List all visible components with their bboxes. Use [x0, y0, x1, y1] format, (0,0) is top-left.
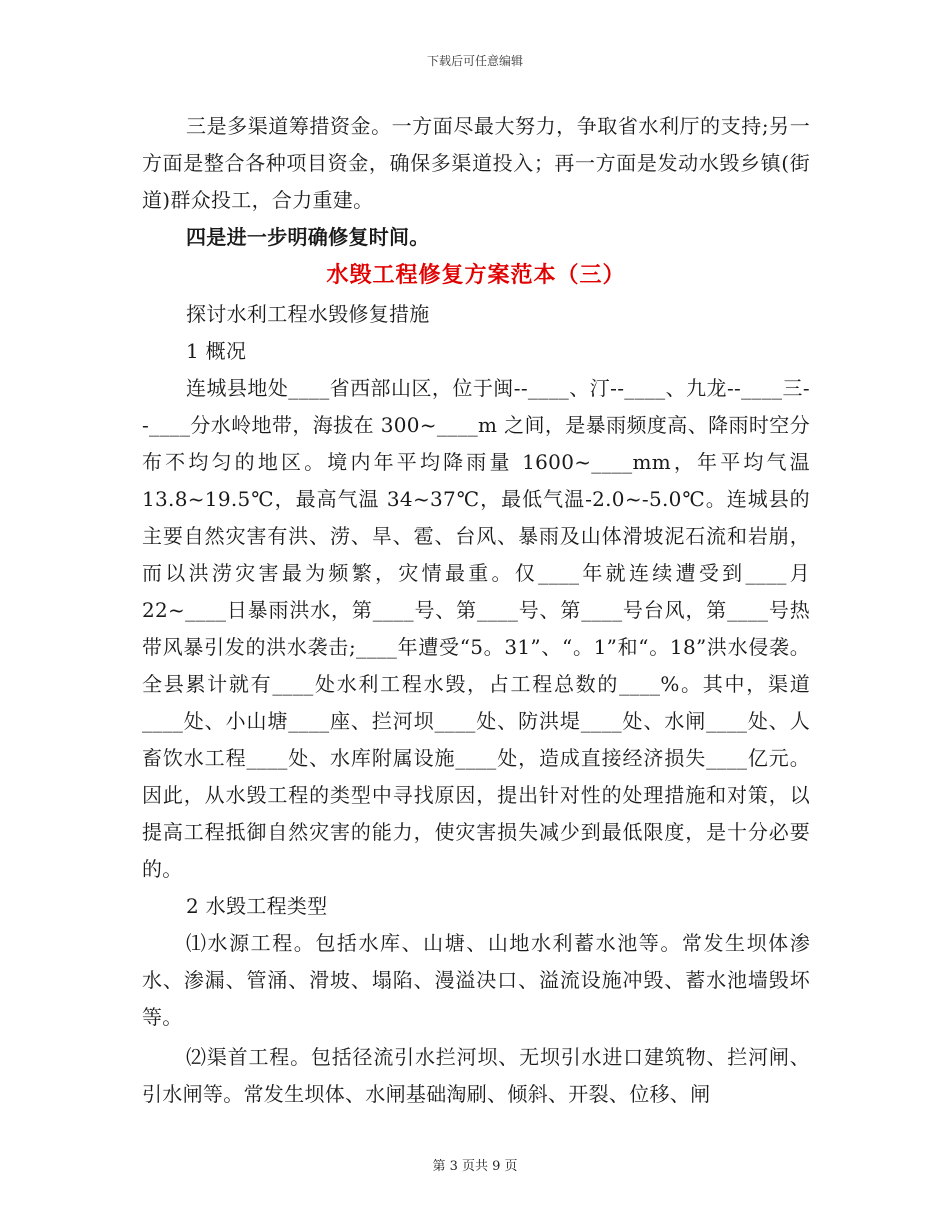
page-header: 下载后可任意编辑	[426, 54, 523, 68]
document-body	[142, 108, 810, 1113]
section-heading-overview: 1 概况	[186, 339, 247, 363]
list-item-headworks: ⑵渠首工程。包括径流引水拦河坝、无坝引水进口建筑物、拦河闸、引水闸等。常发生坝体、水闸基础淘刷、倾斜、开裂、位移、闸	[142, 1045, 810, 1106]
paragraph-repair-time: 四是进一步明确修复时间。	[186, 225, 430, 249]
page-footer: 第 3 页共 9 页	[432, 1159, 518, 1174]
section-heading-types: 2 水毁工程类型	[186, 894, 328, 918]
list-item-water-source: ⑴水源工程。包括水库、山塘、山地水利蓄水池等。常发生坝体渗水、渗漏、管涌、滑坡、塌陷、漫溢决口、溢流设施冲毁、蓄水池墙毁坏等。	[142, 931, 810, 1029]
paragraph-overview: 连城县地处____省西部山区，位于闽--____、汀--____、九龙--____三--____分水岭地带，海拔在 300~____m 之间，是暴雨频度高、降雨时空分布不均匀的地区。境内年平均降雨量 1600~____mm，年平均气温 13.8~19.5℃，最高气温 34~37℃，最低气温-2.0~-5.0℃。连城县的主要自然灾害有洪、涝、旱、雹、台风、暴雨及山体滑坡泥石流和岩崩，而以洪涝灾害最为频繁，灾情最重。仅____年就连续遭受到____月 22~____日暴雨洪水，第____号、第____号、第____号台风，第____号热带风暴引发的洪水袭击;____年遭受“5。31”、“。1”和“。18”洪水侵袭。全县累计就有____处水利工程水毁，占工程总数的____%。其中，渠道____处、小山塘____座、拦河坝____处、防洪堤____处、水闸____处、人畜饮水工程____处、水库附属设施____处，造成直接经济损失____亿元。因此，从水毁工程的类型中寻找原因，提出针对性的处理措施和对策，以提高工程抵御自然灾害的能力，使灾害损失减少到最低限度，是十分必要的。	[142, 376, 810, 881]
subtitle: 探讨水利工程水毁修复措施	[186, 302, 430, 326]
section-title: 水毁工程修复方案范本（三）	[326, 263, 626, 288]
paragraph-funding: 三是多渠道筹措资金。一方面尽最大努力，争取省水利厅的支持;另一方面是整合各种项目资金，确保多渠道投入；再一方面是发动水毁乡镇(街道)群众投工，合力重建。	[142, 114, 810, 212]
